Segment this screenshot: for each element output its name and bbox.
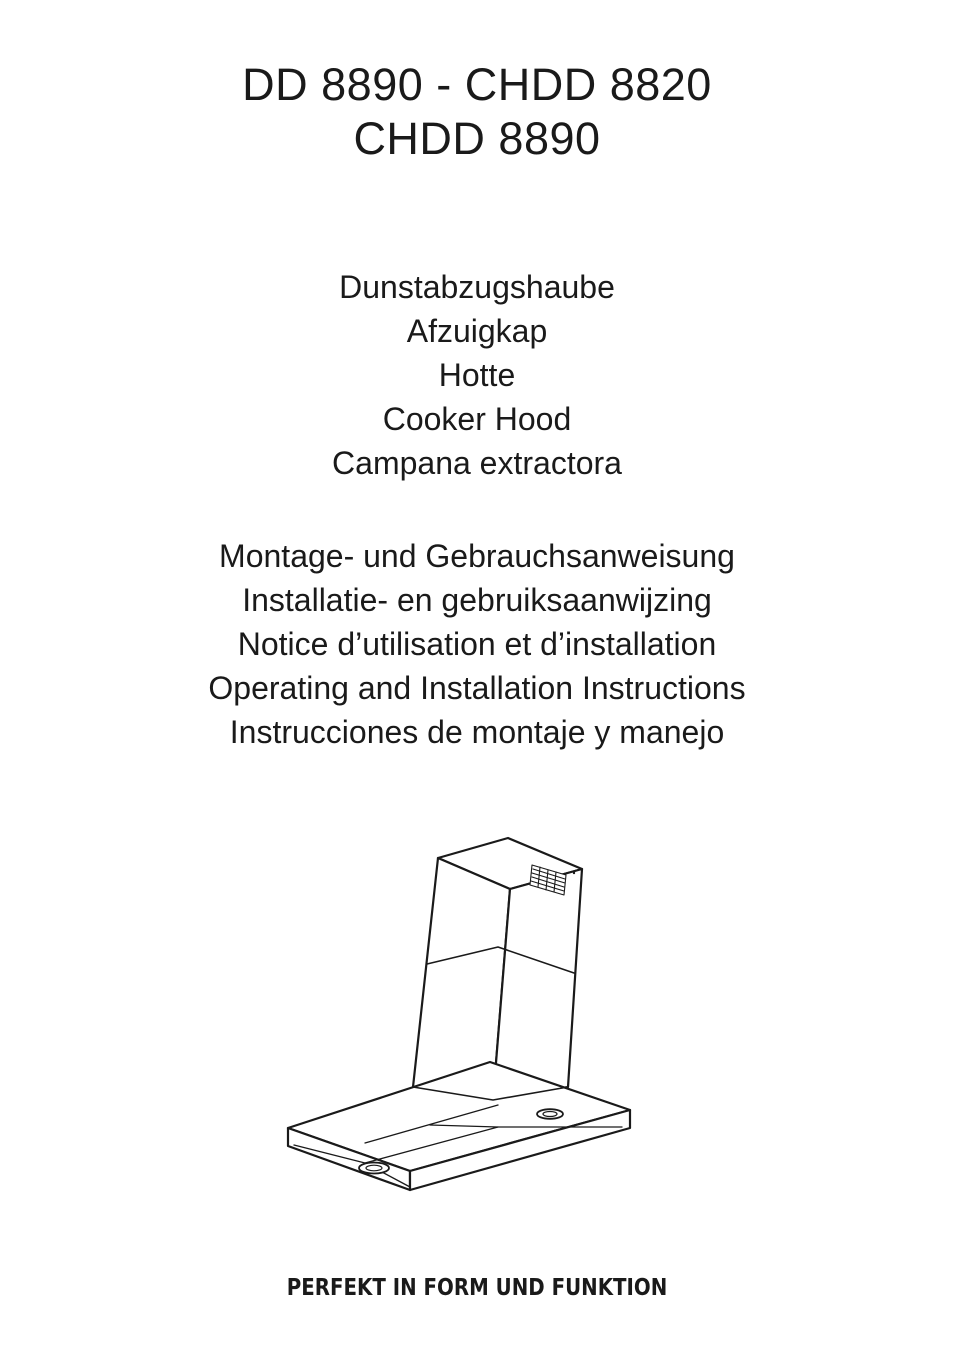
model-numbers-line-2: CHDD 8890: [353, 113, 601, 164]
document-title: [0, 58, 954, 166]
manual-title-en: Operating and Installation Instructions: [208, 670, 746, 706]
product-name-en: Cooker Hood: [382, 401, 572, 437]
product-name-de: Dunstabzugshaube: [339, 269, 615, 305]
cooker-hood-illustration-icon: [270, 825, 650, 1215]
product-name-nl: Afzuigkap: [406, 313, 548, 349]
product-name-list: [0, 265, 954, 485]
product-name-es: Campana extractora: [332, 445, 622, 481]
manual-title-de: Montage- und Gebrauchsanweisung: [219, 538, 735, 574]
manual-title-list: [0, 534, 954, 754]
model-numbers-line-1: DD 8890 - CHDD 8820: [242, 59, 712, 110]
product-name-fr: Hotte: [438, 357, 516, 393]
manual-title-nl: Installatie- en gebruiksaanwijzing: [242, 582, 712, 618]
manual-title-fr: Notice d’utilisation et d’installation: [237, 626, 717, 662]
brand-tagline: PERFEKT IN FORM UND FUNKTION: [286, 1275, 668, 1301]
manual-title-es: Instrucciones de montaje y manejo: [229, 714, 725, 750]
